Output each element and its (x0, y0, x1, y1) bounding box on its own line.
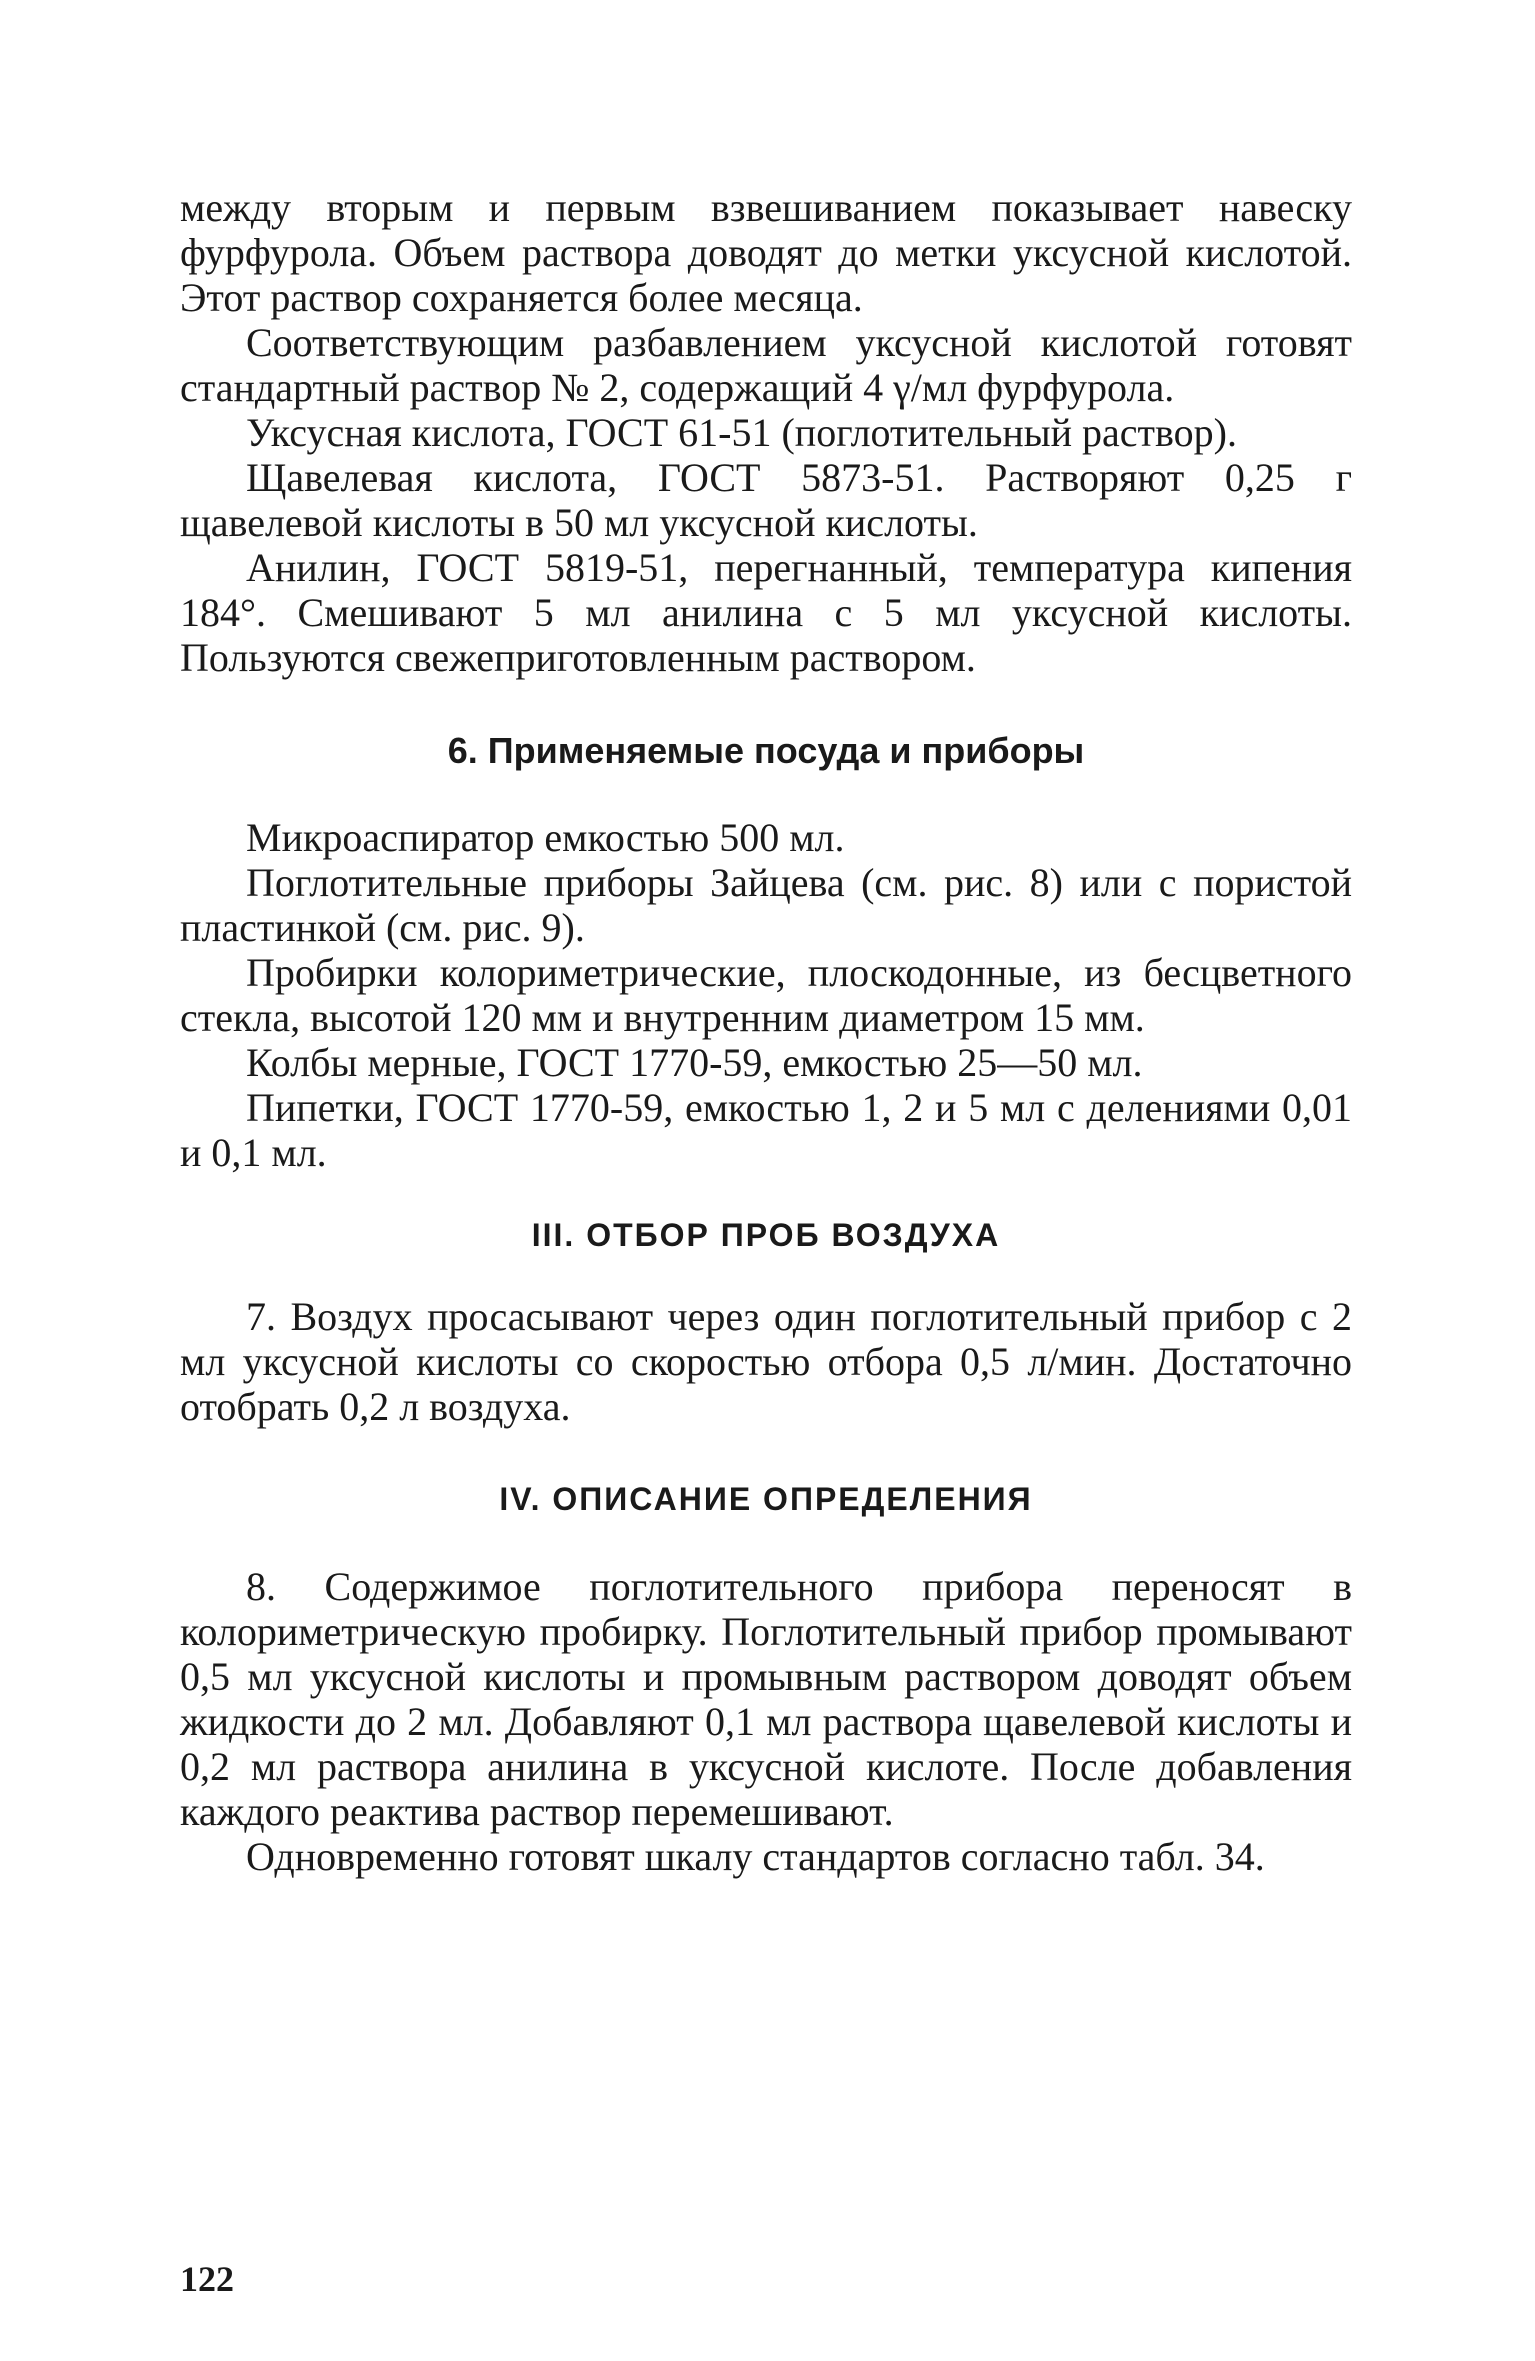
procedure-paragraph-2: Одновременно готовят шкалу стандартов согласно табл. 34. (246, 1834, 1265, 1879)
intro-paragraph-2: Соответствующим разбавлением уксусной кислотой готовят стандартный раствор № 2, содержащий 4 γ/мл фурфурола. (180, 320, 1352, 410)
page-number: 122 (180, 2259, 234, 2299)
intro-paragraph-3: Уксусная кислота, ГОСТ 61-51 (поглотительный раствор). (246, 410, 1237, 455)
intro-paragraph-1: между вторым и первым взвешиванием показывает навеску фурфурола. Объем раствора доводят до метки уксусной кислотой. Этот раствор сохраняется более месяца. (180, 185, 1352, 320)
section-6-heading: 6. Применяемые посуда и приборы (447, 730, 1085, 771)
page-body (180, 185, 1352, 1879)
section-iii-heading: III. ОТБОР ПРОБ ВОЗДУХА (531, 1217, 1001, 1253)
procedure-paragraph-1: 8. Содержимое поглотительного прибора переносят в колориметрическую пробирку. Поглотительный прибор промывают 0,5 мл уксусной кислоты и промывным раствором доводят объем жидкости до 2 мл. Добавляют 0,1 мл раствора щавелевой кислоты и 0,2 мл раствора анилина в уксусной кислоте. После добавления каждого реактива раствор перемешивают. (180, 1564, 1352, 1834)
equipment-item-1: Микроаспиратор емкостью 500 мл. (246, 815, 845, 860)
intro-paragraph-5: Анилин, ГОСТ 5819-51, перегнанный, температура кипения 184°. Смешивают 5 мл анилина с 5 мл уксусной кислоты. Пользуются свежеприготовленным раствором. (180, 545, 1352, 680)
equipment-item-3: Пробирки колориметрические, плоскодонные, из бесцветного стекла, высотой 120 мм и внутренним диаметром 15 мм. (180, 950, 1352, 1040)
equipment-item-4: Колбы мерные, ГОСТ 1770-59, емкостью 25—50 мл. (246, 1040, 1143, 1085)
intro-paragraph-4: Щавелевая кислота, ГОСТ 5873-51. Растворяют 0,25 г щавелевой кислоты в 50 мл уксусной кислоты. (180, 455, 1352, 545)
section-iv-heading: IV. ОПИСАНИЕ ОПРЕДЕЛЕНИЯ (499, 1481, 1033, 1517)
equipment-item-2: Поглотительные приборы Зайцева (см. рис. 8) или с пористой пластинкой (см. рис. 9). (180, 860, 1352, 950)
sampling-paragraph: 7. Воздух просасывают через один поглотительный прибор с 2 мл уксусной кислоты со скоростью отбора 0,5 л/мин. Достаточно отобрать 0,2 л воздуха. (180, 1294, 1352, 1429)
equipment-item-5: Пипетки, ГОСТ 1770-59, емкостью 1, 2 и 5 мл с делениями 0,01 и 0,1 мл. (180, 1085, 1352, 1175)
